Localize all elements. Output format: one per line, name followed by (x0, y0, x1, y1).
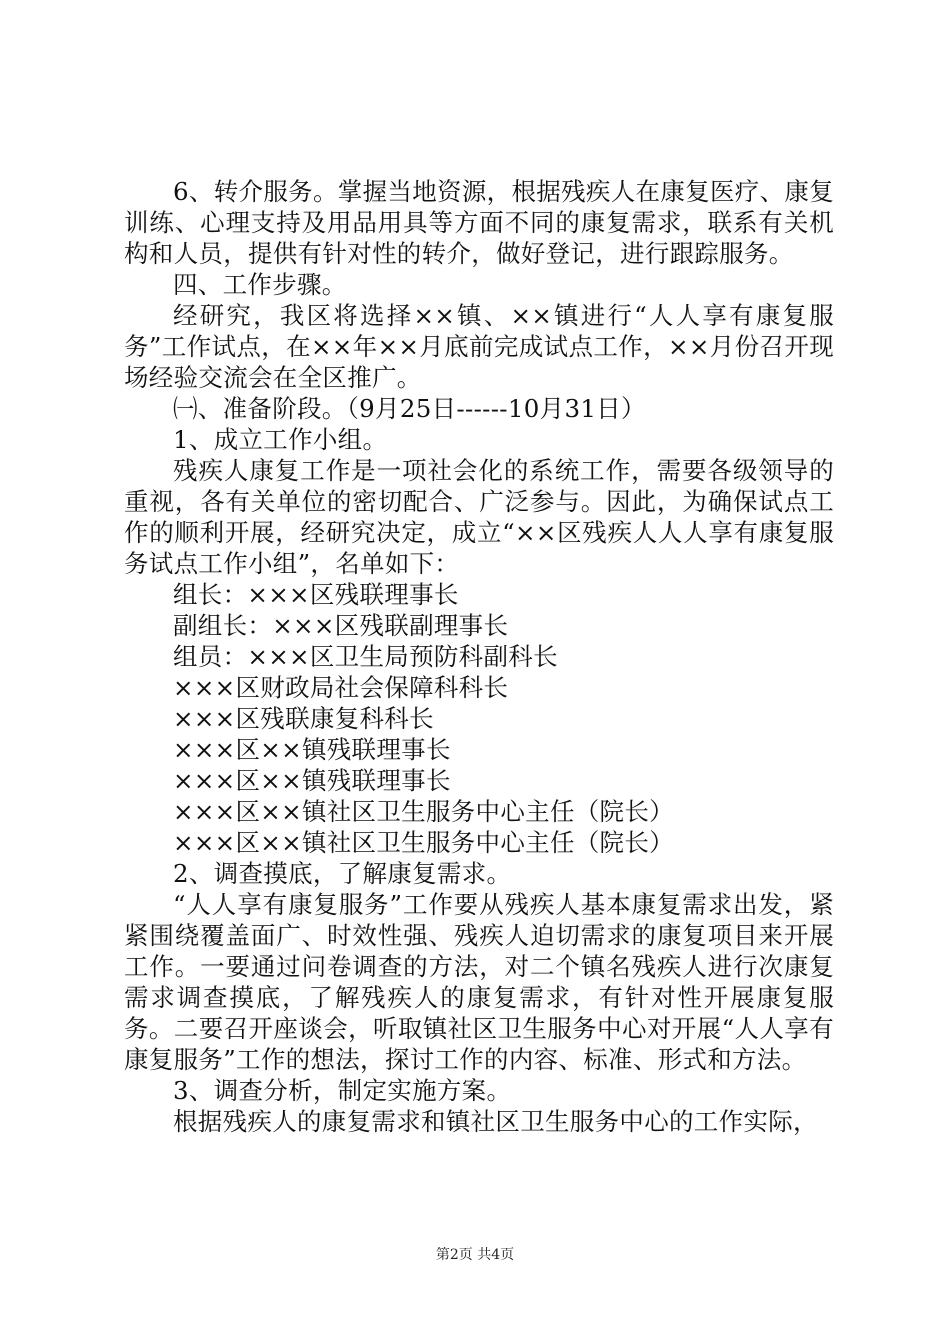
list-item-member: ×××区残联康复科科长 (173, 704, 434, 733)
paragraph-survey: “人人享有康复服务”工作要从残疾人基本康复需求出发，紧紧围绕覆盖面广、时效性强、残疾人迫切需求的康复项目来开展工作。一要通过问卷调查的方法，对二个镇名残疾人进行次康复需求调查摸底，了解残疾人的康复需求，有针对性开展康复服务。二要召开座谈会，听取镇社区卫生服务中心对开展“人人享有康复服务”工作的想法，探讨工作的内容、标准、形式和方法。 (124, 890, 834, 1074)
heading-preparation-stage: ㈠、准备阶段。（9月25日------10月31日） (173, 394, 646, 423)
heading-survey: 2、调查摸底，了解康复需求。 (173, 859, 512, 888)
document-body (124, 176, 834, 1137)
heading-analysis: 3、调查分析，制定实施方案。 (173, 1076, 512, 1105)
list-item-member: ×××区××镇社区卫生服务中心主任（院长） (173, 828, 674, 857)
list-item-member: ×××区××镇残联理事长 (173, 735, 451, 764)
list-item-leader: 组长：×××区残联理事长 (173, 580, 459, 609)
heading-working-group: 1、成立工作小组。 (173, 425, 388, 454)
page-footer: 第2页 共4页 (435, 1247, 515, 1263)
paragraph-working-group: 残疾人康复工作是一项社会化的系统工作，需要各级领导的重视，各有关单位的密切配合、广泛参与。因此，为确保试点工作的顺利开展，经研究决定，成立“××区残疾人人人享有康复服务试点工作小组”，名单如下： (124, 456, 834, 578)
list-item-member: 组员：×××区卫生局预防科副科长 (173, 642, 558, 671)
paragraph-pilot-plan: 经研究，我区将选择××镇、××镇进行“人人享有康复服务”工作试点，在××年××月底前完成试点工作，××月份召开现场经验交流会在全区推广。 (124, 301, 834, 392)
list-item-member: ×××区××镇残联理事长 (173, 766, 451, 795)
paragraph-analysis: 根据残疾人的康复需求和镇社区卫生服务中心的工作实际， (173, 1107, 818, 1136)
list-item-member: ×××区财政局社会保障科科长 (173, 673, 509, 702)
list-item-member: ×××区××镇社区卫生服务中心主任（院长） (173, 797, 674, 826)
heading-work-steps: 四、工作步骤。 (173, 270, 347, 299)
paragraph-referral-service: 6、转介服务。掌握当地资源，根据残疾人在康复医疗、康复训练、心理支持及用品用具等方面不同的康复需求，联系有关机构和人员，提供有针对性的转介，做好登记，进行跟踪服务。 (124, 177, 834, 268)
list-item-deputy-leader: 副组长：×××区残联副理事长 (173, 611, 509, 640)
